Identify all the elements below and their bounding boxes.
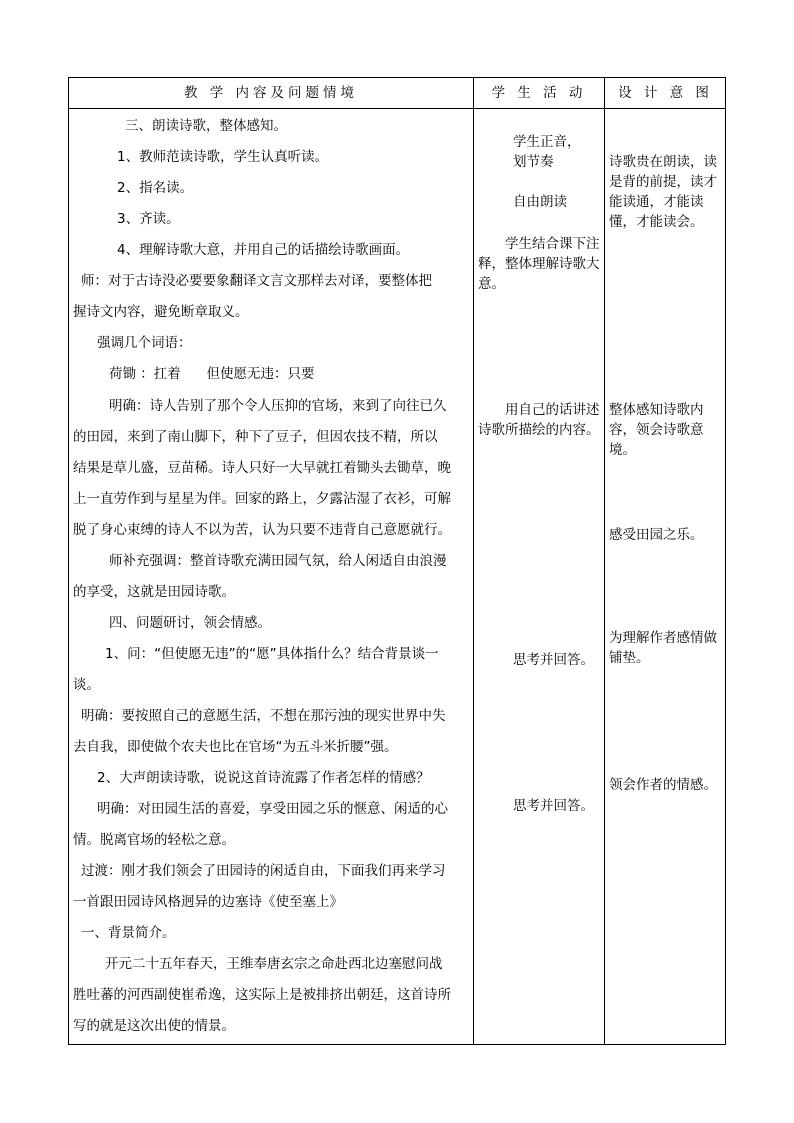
- intent-note: 为理解作者感情做铺垫。: [609, 630, 717, 666]
- content-line: 握诗文内容，避免断章取义。: [73, 304, 249, 320]
- content-line: 1、教师范读诗歌，学生认真听读。: [117, 149, 329, 165]
- column-divider: [604, 78, 605, 1044]
- content-line: 强调几个词语：: [97, 335, 192, 351]
- section-heading: 一、背景简介。: [81, 925, 176, 941]
- content-line: 谈。: [73, 677, 100, 693]
- content-line: 2、指名读。: [117, 180, 194, 196]
- content-line: 开元二十五年春天，王维奉唐玄宗之命赴西北边塞慰问战: [105, 956, 443, 972]
- content-line: 的田园，来到了南山脚下，种下了豆子，但因农技不精，所以: [73, 429, 438, 445]
- section-heading: 三、朗读诗歌，整体感知。: [125, 118, 287, 134]
- activity-note: 自由朗读: [513, 194, 567, 210]
- section-heading: 四、问题研讨，领会情感。: [109, 615, 271, 631]
- activity-note: 划节奏: [513, 154, 554, 170]
- content-line: 明确：诗人告别了那个令人压抑的官场，来到了向往已久: [109, 398, 447, 414]
- header-design-intent: 设 计 意 图: [618, 85, 713, 101]
- content-line: 师补充强调：整首诗歌充满田园气氛，给人闲适自由浪漫: [109, 553, 447, 569]
- content-line: 脱了身心束缚的诗人不以为苦，认为只要不违背自己意愿就行。: [73, 522, 451, 538]
- content-line: 去自我，即使做个农夫也比在官场“为五斗米折腰”强。: [73, 739, 398, 755]
- content-line: 师：对于古诗没必要要象翻译文言文那样去对译，要整体把: [81, 273, 432, 289]
- content-line: 荷锄 ：扛着 但使愿无违：只要: [109, 366, 315, 382]
- content-line: 上一直劳作到与星星为伴。回家的路上，夕露沾湿了衣衫，可解: [73, 491, 451, 507]
- content-line: 情。脱离官场的轻松之意。: [73, 832, 235, 848]
- activity-note: 思考并回答。: [513, 798, 594, 814]
- content-line: 的享受，这就是田园诗歌。: [73, 584, 235, 600]
- header-divider: [69, 108, 725, 109]
- intent-note: 整体感知诗歌内容，领会诗歌意境。: [609, 402, 704, 458]
- intent-note: 感受田园之乐。: [609, 527, 704, 543]
- content-line: 写的就是这次出使的情景。: [73, 1018, 235, 1034]
- activity-note: 学生结合课下注释，整体理解诗歌大意。: [478, 236, 600, 292]
- content-line: 明确：对田园生活的喜爱，享受田园之乐的惬意、闲适的心: [97, 801, 448, 817]
- activity-note: 学生正音，: [513, 134, 581, 150]
- content-line: 1、问：“但使愿无违”的“愿”具体指什么？结合背景谈一: [105, 646, 439, 662]
- activity-note: 用自己的话讲述诗歌所描绘的内容。: [478, 402, 600, 438]
- content-line: 胜吐蕃的河西副使崔希逸，这实际上是被排挤出朝廷，这首诗所: [73, 987, 451, 1003]
- content-line: 过渡：刚才我们领会了田园诗的闲适自由，下面我们再来学习: [81, 863, 446, 879]
- content-line: 一首跟田园诗风格迥异的边塞诗《使至塞上》: [73, 894, 343, 910]
- content-line: 3、齐读。: [117, 211, 180, 227]
- column-divider: [473, 78, 474, 1044]
- content-line: 2、大声朗读诗歌，说说这首诗流露了作者怎样的情感？: [97, 770, 430, 786]
- header-student-activity: 学 生 活 动: [491, 85, 587, 101]
- content-line: 明确：要按照自己的意愿生活，不想在那污浊的现实世界中失: [81, 708, 446, 724]
- lesson-plan-table: [68, 77, 726, 1045]
- intent-note: 领会作者的情感。: [609, 777, 717, 793]
- header-teaching-content: 教 学 内容及问题情境: [183, 85, 359, 101]
- intent-note: 诗歌贵在朗读，读是背的前提，读才能读通，才能读懂，才能读会。: [609, 154, 717, 230]
- content-line: 结果是草儿盛，豆苗稀。诗人只好一大早就扛着锄头去锄草，晚: [73, 460, 451, 476]
- activity-note: 思考并回答。: [513, 652, 594, 668]
- content-line: 4、理解诗歌大意，并用自己的话描绘诗歌画面。: [117, 242, 410, 258]
